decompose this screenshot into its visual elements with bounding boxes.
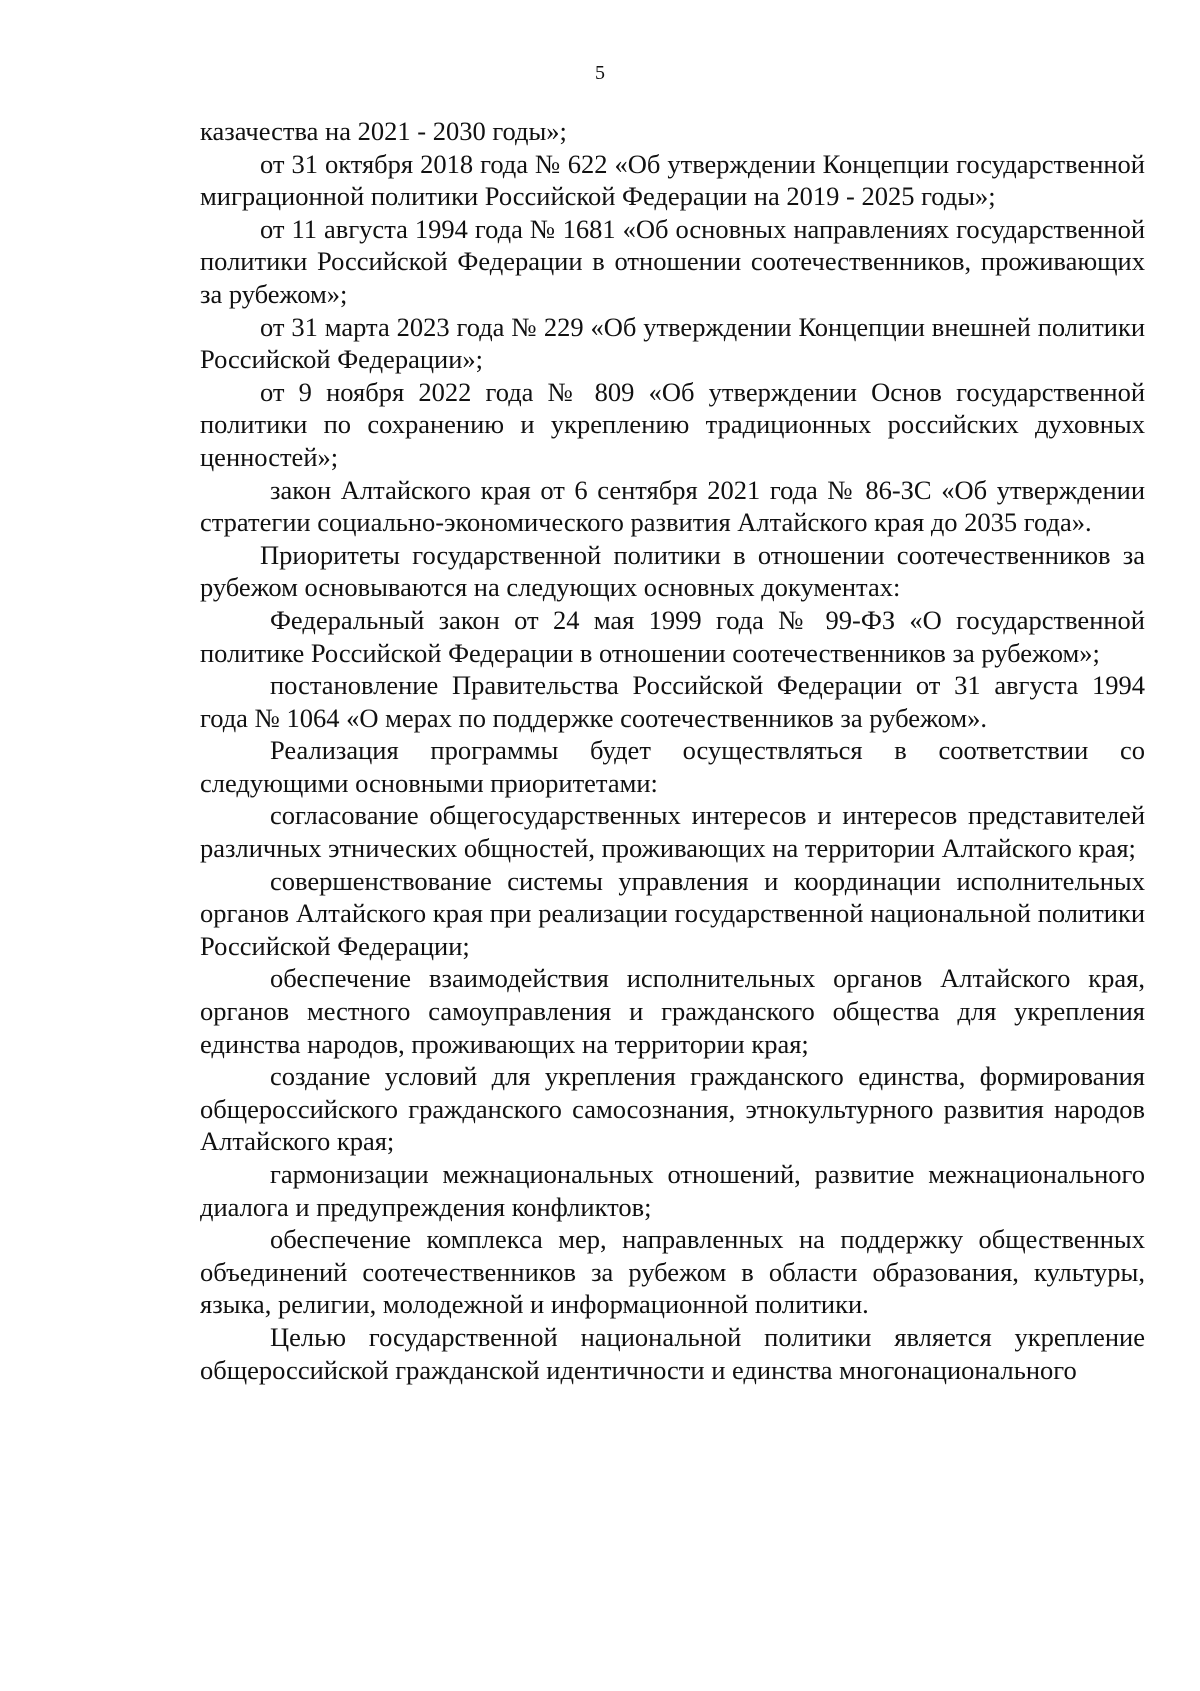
paragraph-17: Целью государственной национальной политики является укрепление общероссийской гражданской идентичности и единства многонационального (200, 1321, 1145, 1385)
paragraph-13: обеспечение взаимодействия исполнительных органов Алтайского края, органов местного самоуправления и гражданского общества для укрепления единства народов, проживающих на территории края; (200, 963, 1145, 1059)
paragraph-6: закон Алтайского края от 6 сентября 2021 года № 86-ЗС «Об утверждении стратегии социально-экономического развития Алтайского края до 2035 года». (200, 474, 1145, 538)
paragraph-2: от 31 октября 2018 года № 622 «Об утверждении Концепции государственной миграционной политики Российской Федерации на 2019 - 2025 годы»; (200, 148, 1145, 212)
paragraph-12: совершенствование системы управления и координации исполнительных органов Алтайского края при реализации государственной национальной политики Российской Федерации; (200, 865, 1145, 961)
paragraph-15: гармонизации межнациональных отношений, развитие межнационального диалога и предупреждения конфликтов; (200, 1159, 1145, 1222)
document-body (200, 115, 1145, 1386)
paragraph-16: обеспечение комплекса мер, направленных на поддержку общественных объединений соотечественников за рубежом в области образования, культуры, языка, религии, молодежной и информационной политики. (200, 1224, 1145, 1320)
paragraph-8: Федеральный закон от 24 мая 1999 года № 99-ФЗ «О государственной политике Российской Федерации в отношении соотечественников за рубежом»; (200, 604, 1145, 668)
paragraph-9: постановление Правительства Российской Федерации от 31 августа 1994 года № 1064 «О мерах по поддержке соотечественников за рубежом». (200, 670, 1145, 733)
paragraph-5: от 9 ноября 2022 года № 809 «Об утверждении Основ государственной политики по сохранению и укреплению традиционных российских духовных ценностей»; (200, 376, 1145, 472)
paragraph-7: Приоритеты государственной политики в отношении соотечественников за рубежом основываются на следующих основных документах: (200, 539, 1145, 603)
paragraph-3: от 11 августа 1994 года № 1681 «Об основных направлениях государственной политики Российской Федерации в отношении соотечественников, проживающих за рубежом»; (200, 213, 1145, 309)
paragraph-10: Реализация программы будет осуществляться в соответствии со следующими основными приоритетами: (200, 735, 1145, 798)
page-number: 5 (595, 62, 605, 84)
paragraph-11: согласование общегосударственных интересов и интересов представителей различных этнических общностей, проживающих на территории Алтайского края; (200, 800, 1145, 864)
paragraph-14: создание условий для укрепления гражданского единства, формирования общероссийского гражданского самосознания, этнокультурного развития народов Алтайского края; (200, 1061, 1145, 1157)
paragraph-4: от 31 марта 2023 года № 229 «Об утверждении Концепции внешней политики Российской Федерации»; (200, 311, 1145, 375)
paragraph-1: казачества на 2021 - 2030 годы»; (200, 116, 567, 146)
